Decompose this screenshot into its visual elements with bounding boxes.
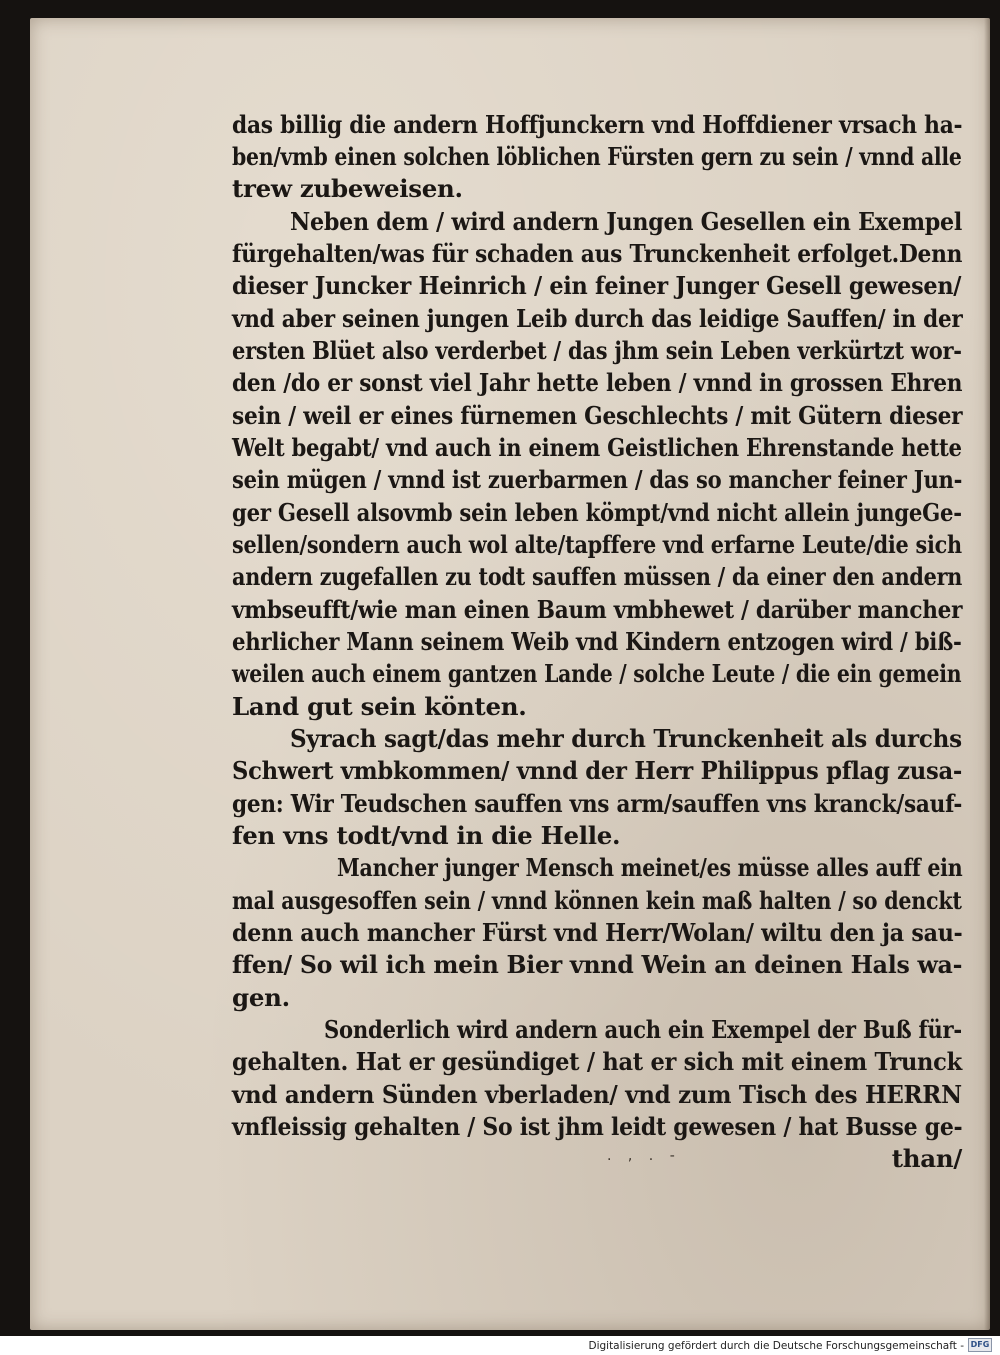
text-line: sein mügen / vnnd ist zuerbarmen / das so mancher feiner Jun- [232, 465, 963, 494]
book-page [30, 18, 990, 1330]
text-line: vnd aber seinen jungen Leib durch das leidige Sauffen/ in der [232, 304, 963, 333]
page-edge-shadow [984, 18, 990, 1330]
text-line: sein / weil er eines fürnemen Geschlechts / mit Gütern dieser [232, 401, 963, 430]
text-line: dieser Juncker Heinrich / ein feiner Junger Gesell gewesen/ [232, 271, 962, 300]
text-line: das billig die andern Hoffjunckern vnd Hoffdiener vrsach ha- [232, 110, 963, 139]
text-line: gehalten. Hat er gesündiget / hat er sich mit einem Trunck [232, 1047, 962, 1076]
text-line: ehrlicher Mann seinem Weib vnd Kindern entzogen wird / biß- [232, 627, 962, 656]
text-line: vnd andern Sünden vberladen/ vnd zum Tisch des HERRN [232, 1080, 962, 1109]
text-line: Land gut sein könten. [232, 692, 527, 721]
text-line: denn auch mancher Fürst vnd Herr/Wolan/ wiltu den ja sau- [232, 918, 963, 947]
text-line: Neben dem / wird andern Jungen Gesellen ein Exempel [290, 207, 963, 236]
text-line: ersten Blüet also verderbet / das jhm sein Leben verkürtzt wor- [232, 336, 962, 365]
text-line: Schwert vmbkommen/ vnnd der Herr Philippus pflag zusa- [232, 756, 963, 785]
text-line: ben/vmb einen solchen löblichen Fürsten gern zu sein / vnnd alle [232, 142, 962, 171]
text-line: Welt begabt/ vnd auch in einem Geistlichen Ehrenstande hette [232, 433, 962, 462]
ink-specks: . , . - [607, 1148, 681, 1164]
text-line: fürgehalten/was für schaden aus Trunckenheit erfolget.Denn [232, 239, 963, 268]
text-line: fen vns todt/vnd in die Helle. [232, 821, 621, 850]
text-line: vmbseufft/wie man einen Baum vmbhewet / darüber mancher [232, 595, 963, 624]
text-line: ger Gesell alsovmb sein leben kömpt/vnd nicht allein jungeGe- [232, 498, 962, 527]
dfg-logo-icon: DFG [968, 1338, 992, 1352]
text-line: ffen/ So wil ich mein Bier vnnd Wein an deinen Hals wa- [232, 950, 963, 979]
text-line: weilen auch einem gantzen Lande / solche Leute / die ein gemein [232, 659, 962, 688]
text-line: vnfleissig gehalten / So ist jhm leidt gewesen / hat Busse ge- [232, 1112, 963, 1141]
text-line: Mancher junger Mensch meinet/es müsse alles auff ein [337, 853, 963, 882]
text-line: Sonderlich wird andern auch ein Exempel der Buß für- [324, 1015, 962, 1044]
text-line: andern zugefallen zu todt sauffen müssen / da einer den andern [232, 562, 963, 591]
digitization-credit: Digitalisierung gefördert durch die Deutsche Forschungsgemeinschaft - [588, 1340, 964, 1352]
text-line: den /do er sonst viel Jahr hette leben / vnnd in grossen Ehren [232, 368, 963, 397]
text-line: Syrach sagt/das mehr durch Trunckenheit als durchs [290, 724, 962, 753]
text-line: trew zubeweisen. [232, 174, 463, 203]
text-line: gen. [232, 983, 290, 1012]
catchword: than/ [891, 1144, 962, 1173]
text-line: gen: Wir Teudschen sauffen vns arm/sauffen vns kranck/sauf- [232, 789, 963, 818]
text-line: sellen/sondern auch wol alte/tapffere vnd erfarne Leute/die sich [232, 530, 962, 559]
text-line: mal ausgesoffen sein / vnnd können kein maß halten / so denckt [232, 886, 962, 915]
